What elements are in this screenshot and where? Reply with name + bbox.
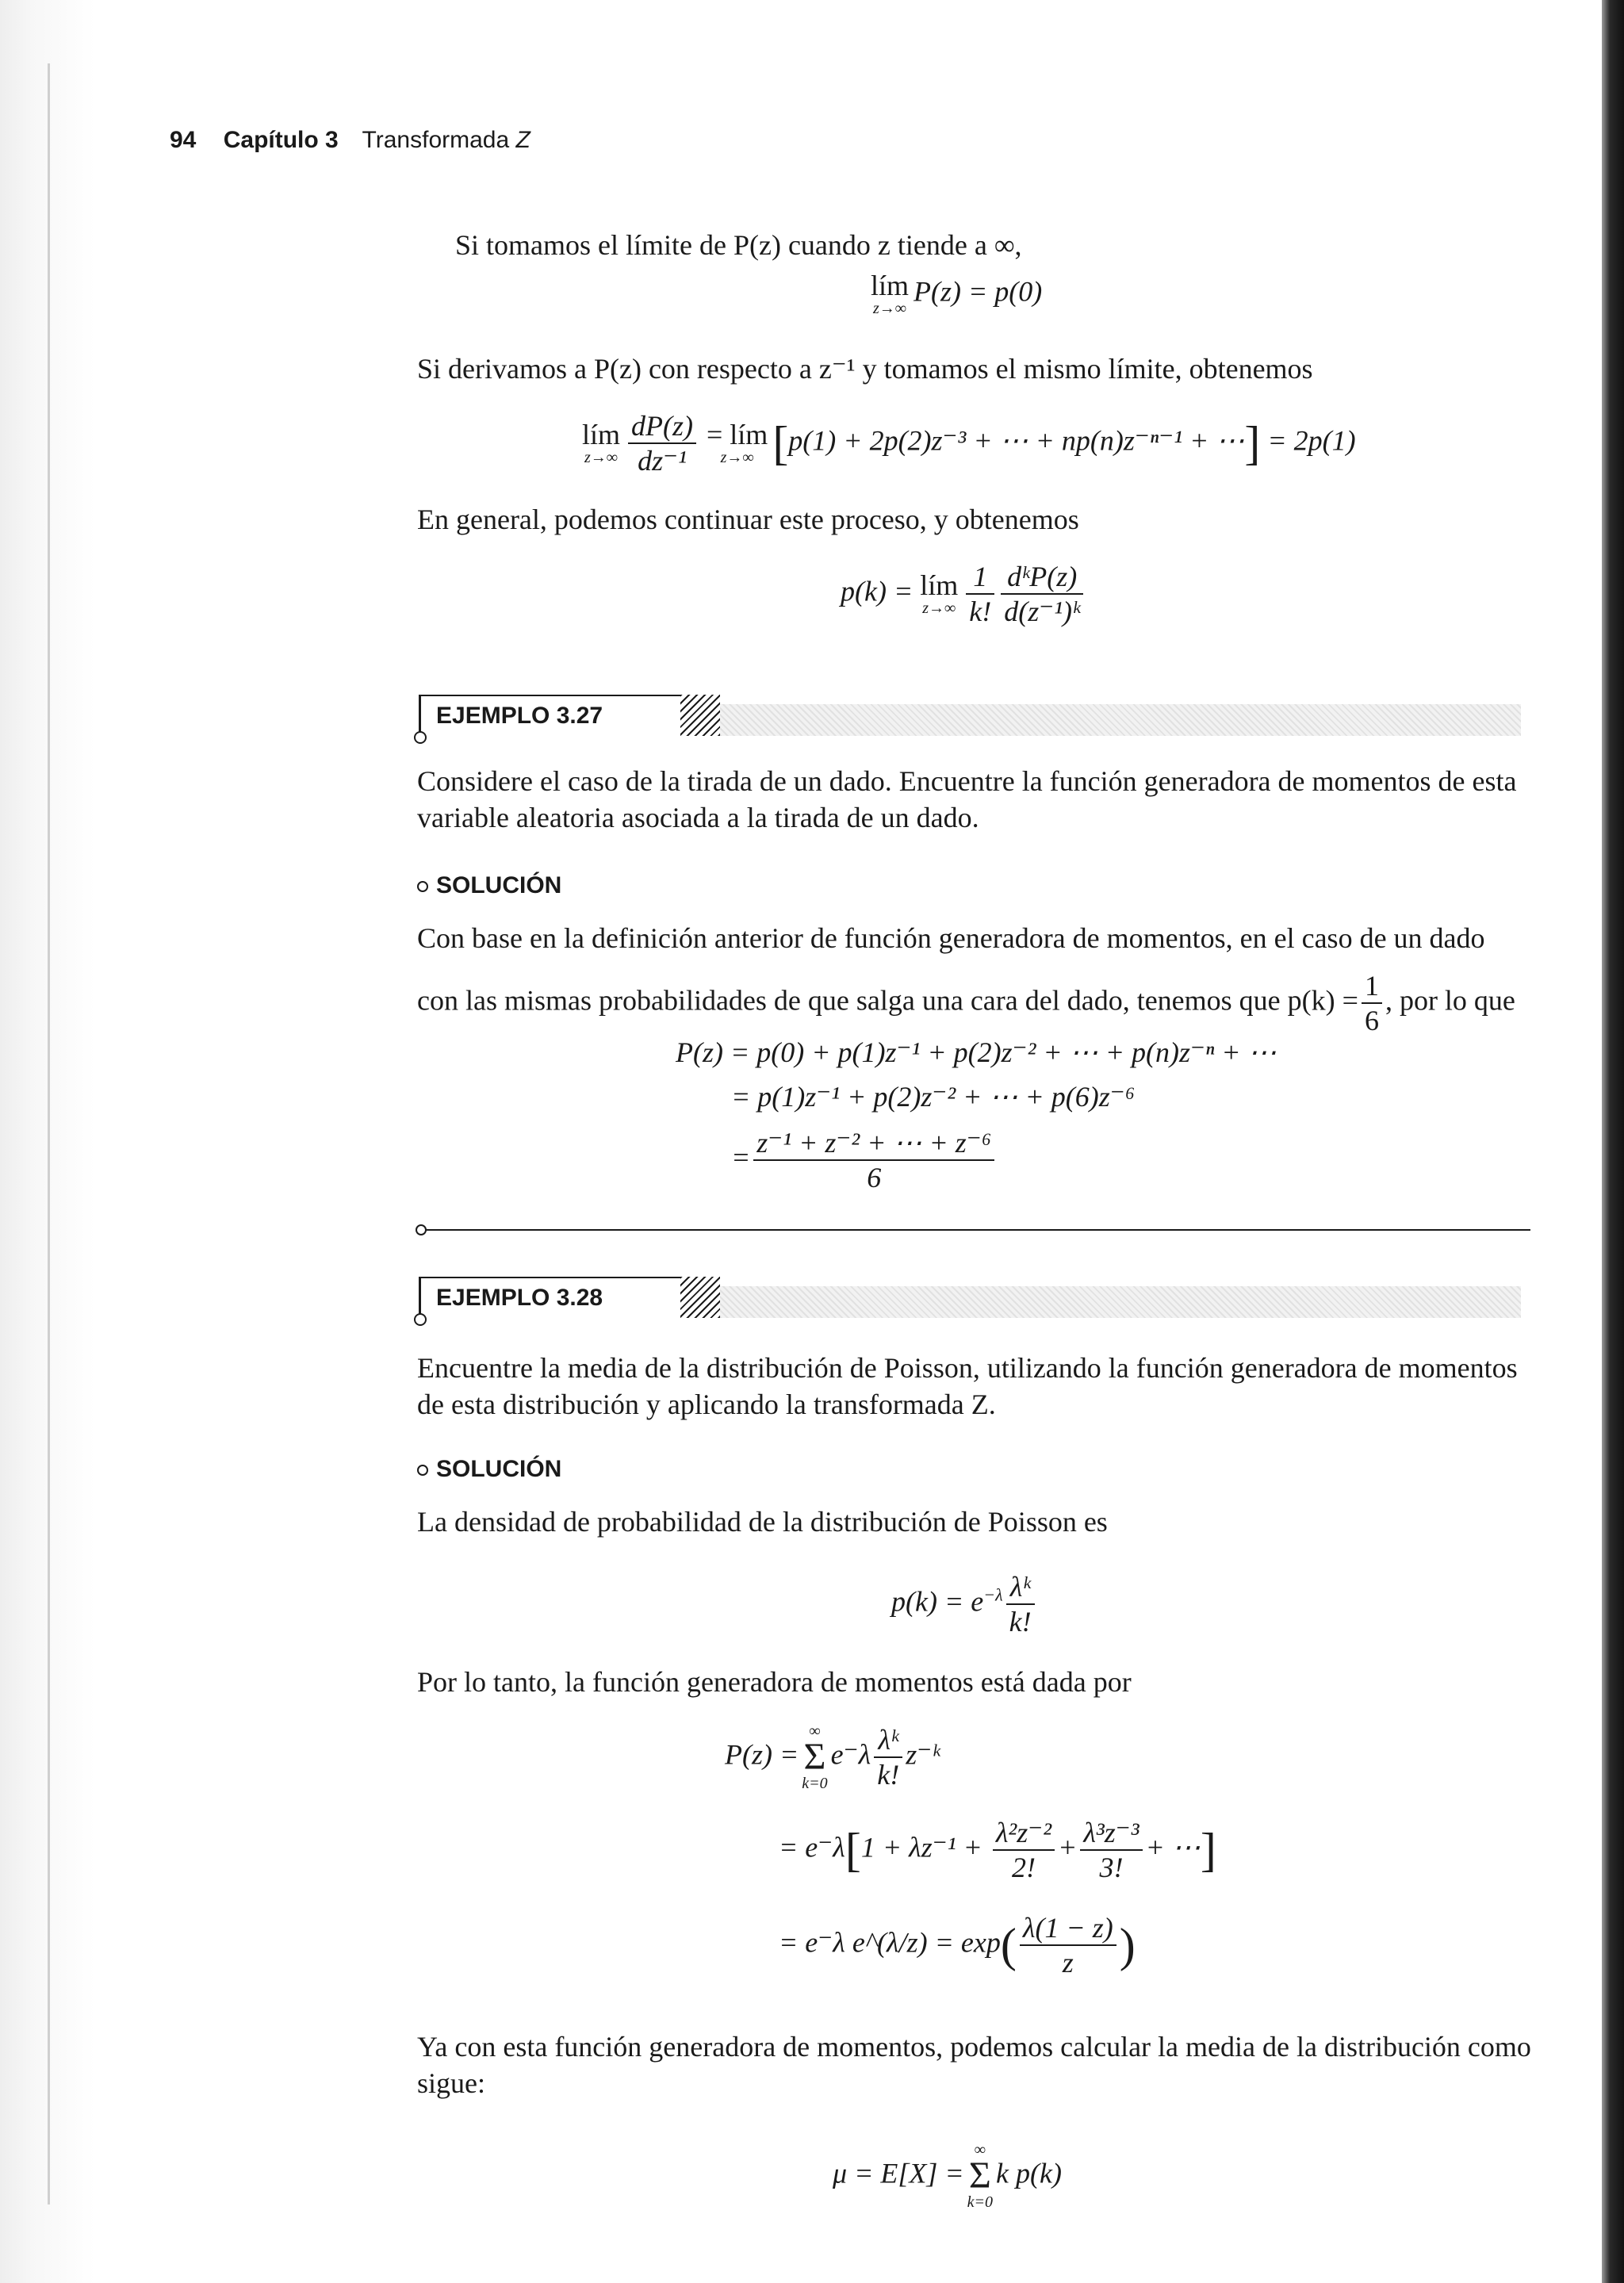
equation-general-pk: p(k) = lím z→∞ $\frac{1}{k!}$ $\frac{\text{dᵏP(z)}}{\text{d(z⁻¹)ᵏ}}$	[841, 560, 1086, 628]
equation-pgf-line-1: P(z) = ∞ Σ k=0 e⁻λ $\frac{\text{λᵏ}}{k!}$ z⁻ᵏ	[725, 1722, 940, 1792]
equation-derivative-limit: lím z→∞ $\frac{dP(z)}{\text{dz⁻¹}}$ = lím z→∞ [p(1) + 2p(2)z⁻³ + ⋯ + np(n)z⁻ⁿ⁻¹ + ⋯] = 2p(1)	[582, 410, 1356, 477]
example-3-28-label: EJEMPLO 3.28	[436, 1285, 603, 1311]
running-header	[170, 127, 530, 154]
example-3-28-solution-line-3: Ya con esta función generadora de momentos, podemos calcular la media de la distribución como sigue:	[417, 2031, 1531, 2099]
equation-poisson-pmf: $p(k) = e^{-\lambda}$ $\frac{\text{λᵏ}}{k!}$	[891, 1570, 1038, 1638]
equation-limit-p0: lím z→∞ P(z) = p(0)	[871, 270, 1043, 317]
example-3-27-solution-line-1: Con base en la definición anterior de función generadora de momentos, en el caso de un dado	[417, 922, 1485, 954]
equation-pgf-line-3: = e⁻λ e^(λ/z) = exp( $\frac{\lambda(1 - z)}{z}$ )	[779, 1912, 1136, 1978]
example-3-28-solution-line-2: Por lo tanto, la función generadora de momentos está dada por	[417, 1666, 1132, 1698]
intro-line-3: En general, podemos continuar este proceso, y obtenemos	[417, 504, 1079, 535]
intro-line-2: Si derivamos a P(z) con respecto a z⁻¹ y tomamos el mismo límite, obtenemos	[417, 353, 1313, 385]
example-3-28-heading	[419, 1270, 1521, 1318]
chapter-title: Transformada Z	[362, 127, 530, 153]
example-3-28-statement: Encuentre la media de la distribución de Poisson, utilizando la función generadora de momentos de esta distribución y aplicando la transformada Z.	[417, 1352, 1518, 1420]
equation-pgf-line-2: = e⁻λ[1 + λz⁻¹ + $\frac{\text{λ²z⁻²}}{2!}$ + $\frac{\text{λ³z⁻³}}{3!}$ + ⋯]	[779, 1817, 1216, 1883]
example-3-27-statement: Considere el caso de la tirada de un dado. Encuentre la función generadora de momentos de esta variable aleatoria asociada a la tirada de un dado.	[417, 765, 1517, 833]
page-edge-shadow	[1602, 0, 1624, 2283]
intro-line-1: Si tomamos el límite de P(z) cuando z tiende a ∞,	[455, 229, 1022, 261]
example-3-27-heading	[419, 688, 1521, 736]
example-3-27-label: EJEMPLO 3.27	[436, 703, 603, 729]
equation-mean: μ = E[X] = ∞ Σ k=0 k p(k)	[833, 2141, 1062, 2211]
chapter-label: Capítulo 3	[223, 127, 339, 153]
page-number: 94	[170, 127, 197, 153]
example-3-28-solution-heading: SOLUCIÓN	[417, 1456, 561, 1483]
page-binding-shadow	[0, 0, 95, 2283]
equation-die-line-3: = $\frac{\text{z⁻¹ + z⁻² + ⋯ + z⁻⁶}}{6}$	[731, 1126, 998, 1194]
example-3-27-end-rule	[420, 1229, 1530, 1231]
equation-die-line-1: P(z) = p(0) + p(1)z⁻¹ + p(2)z⁻² + ⋯ + p(n)z⁻ⁿ + ⋯	[676, 1036, 1277, 1068]
equation-die-line-2: = p(1)z⁻¹ + p(2)z⁻² + ⋯ + p(6)z⁻⁶	[731, 1081, 1136, 1113]
example-3-27-solution-line-2: con las mismas probabilidades de que salga una cara del dado, tenemos que p(k) = $\frac{1}{6}$ , por lo que	[417, 970, 1515, 1036]
example-3-28-solution-line-1: La densidad de probabilidad de la distribución de Poisson es	[417, 1506, 1108, 1538]
example-3-27-solution-heading: SOLUCIÓN	[417, 872, 561, 899]
